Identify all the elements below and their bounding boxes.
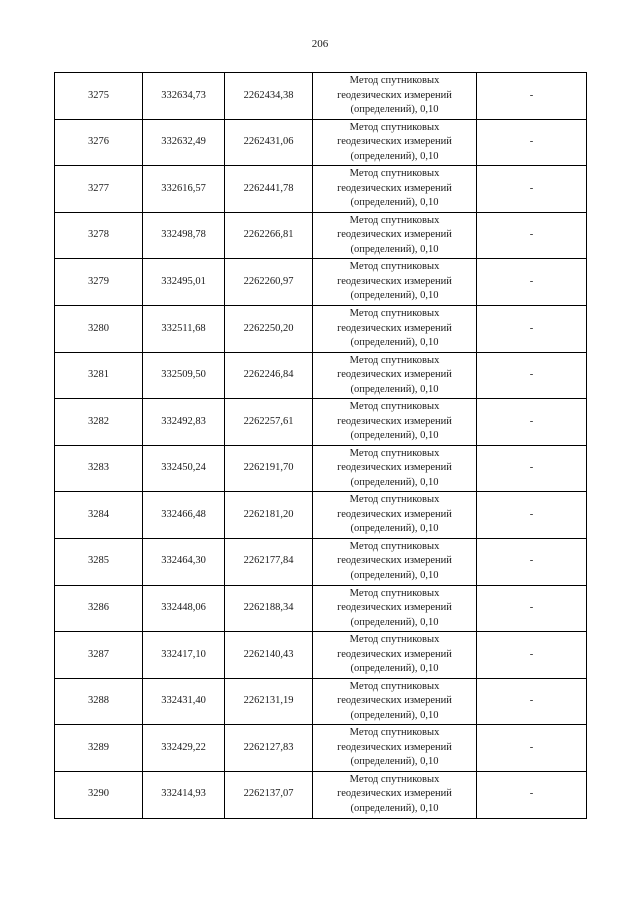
y-coordinate-cell: 2262431,06 (225, 119, 313, 166)
method-line: геодезических измерений (337, 89, 452, 101)
table-row (55, 73, 587, 120)
method-line: геодезических измерений (337, 462, 452, 474)
note-cell: - (477, 259, 587, 306)
method-line: (определений), 0,10 (350, 569, 439, 581)
method-line: (определений), 0,10 (350, 197, 439, 209)
point-number-cell: 3288 (55, 678, 143, 725)
method-cell (313, 771, 477, 818)
table-row (55, 725, 587, 772)
note-cell: - (477, 678, 587, 725)
x-coordinate-cell: 332429,22 (143, 725, 225, 772)
x-coordinate-cell: 332634,73 (143, 73, 225, 120)
method-cell (313, 585, 477, 632)
method-line: (определений), 0,10 (350, 523, 439, 535)
method-line: (определений), 0,10 (350, 383, 439, 395)
x-coordinate-cell: 332632,49 (143, 119, 225, 166)
method-cell (313, 538, 477, 585)
x-coordinate-cell: 332616,57 (143, 166, 225, 213)
method-cell (313, 73, 477, 120)
method-line: Метод спутниковых (349, 308, 440, 320)
note-cell: - (477, 771, 587, 818)
point-number-cell: 3287 (55, 632, 143, 679)
note-cell: - (477, 399, 587, 446)
note-cell: - (477, 352, 587, 399)
point-number-cell: 3283 (55, 445, 143, 492)
point-number-cell: 3277 (55, 166, 143, 213)
method-line: геодезических измерений (337, 182, 452, 194)
note-cell: - (477, 492, 587, 539)
method-line: (определений), 0,10 (350, 709, 439, 721)
table-row (55, 632, 587, 679)
point-number-cell: 3278 (55, 212, 143, 259)
y-coordinate-cell: 2262177,84 (225, 538, 313, 585)
point-number-cell: 3284 (55, 492, 143, 539)
y-coordinate-cell: 2262266,81 (225, 212, 313, 259)
note-cell: - (477, 73, 587, 120)
method-line: (определений), 0,10 (350, 663, 439, 675)
method-line: Метод спутниковых (349, 447, 440, 459)
table-row (55, 305, 587, 352)
method-line: Метод спутниковых (349, 494, 440, 506)
table-row (55, 352, 587, 399)
x-coordinate-cell: 332450,24 (143, 445, 225, 492)
method-line: геодезических измерений (337, 602, 452, 614)
method-line: геодезических измерений (337, 136, 452, 148)
x-coordinate-cell: 332495,01 (143, 259, 225, 306)
x-coordinate-cell: 332509,50 (143, 352, 225, 399)
method-cell (313, 119, 477, 166)
method-cell (313, 725, 477, 772)
method-line: Метод спутниковых (349, 773, 440, 785)
method-line: Метод спутниковых (349, 540, 440, 552)
coordinates-table (54, 72, 587, 819)
table-row (55, 678, 587, 725)
y-coordinate-cell: 2262181,20 (225, 492, 313, 539)
table-row (55, 492, 587, 539)
method-cell (313, 632, 477, 679)
method-line: геодезических измерений (337, 788, 452, 800)
method-line: геодезических измерений (337, 508, 452, 520)
method-line: геодезических измерений (337, 229, 452, 241)
x-coordinate-cell: 332466,48 (143, 492, 225, 539)
method-line: Метод спутниковых (349, 587, 440, 599)
y-coordinate-cell: 2262257,61 (225, 399, 313, 446)
method-cell (313, 678, 477, 725)
note-cell: - (477, 305, 587, 352)
method-line: геодезических измерений (337, 322, 452, 334)
x-coordinate-cell: 332414,93 (143, 771, 225, 818)
method-line: геодезических измерений (337, 415, 452, 427)
point-number-cell: 3285 (55, 538, 143, 585)
method-line: Метод спутниковых (349, 261, 440, 273)
x-coordinate-cell: 332464,30 (143, 538, 225, 585)
method-line: геодезических измерений (337, 555, 452, 567)
x-coordinate-cell: 332511,68 (143, 305, 225, 352)
point-number-cell: 3279 (55, 259, 143, 306)
table-row (55, 259, 587, 306)
method-cell (313, 492, 477, 539)
x-coordinate-cell: 332448,06 (143, 585, 225, 632)
method-cell (313, 166, 477, 213)
table-row (55, 166, 587, 213)
table-row (55, 119, 587, 166)
note-cell: - (477, 445, 587, 492)
y-coordinate-cell: 2262137,07 (225, 771, 313, 818)
note-cell: - (477, 212, 587, 259)
x-coordinate-cell: 332417,10 (143, 632, 225, 679)
y-coordinate-cell: 2262441,78 (225, 166, 313, 213)
point-number-cell: 3281 (55, 352, 143, 399)
x-coordinate-cell: 332492,83 (143, 399, 225, 446)
method-line: геодезических измерений (337, 275, 452, 287)
x-coordinate-cell: 332498,78 (143, 212, 225, 259)
method-line: (определений), 0,10 (350, 802, 439, 814)
point-number-cell: 3289 (55, 725, 143, 772)
method-cell (313, 445, 477, 492)
point-number-cell: 3275 (55, 73, 143, 120)
method-line: (определений), 0,10 (350, 616, 439, 628)
point-number-cell: 3280 (55, 305, 143, 352)
note-cell: - (477, 119, 587, 166)
method-cell (313, 259, 477, 306)
method-line: Метод спутниковых (349, 727, 440, 739)
x-coordinate-cell: 332431,40 (143, 678, 225, 725)
y-coordinate-cell: 2262434,38 (225, 73, 313, 120)
point-number-cell: 3276 (55, 119, 143, 166)
table-row (55, 771, 587, 818)
y-coordinate-cell: 2262140,43 (225, 632, 313, 679)
y-coordinate-cell: 2262260,97 (225, 259, 313, 306)
method-line: Метод спутниковых (349, 401, 440, 413)
page-number: 206 (311, 38, 329, 50)
method-cell (313, 352, 477, 399)
method-line: (определений), 0,10 (350, 243, 439, 255)
table-row (55, 445, 587, 492)
method-line: (определений), 0,10 (350, 476, 439, 488)
note-cell: - (477, 632, 587, 679)
method-line: Метод спутниковых (349, 75, 440, 87)
method-cell (313, 212, 477, 259)
note-cell: - (477, 725, 587, 772)
method-line: геодезических измерений (337, 648, 452, 660)
method-line: геодезических измерений (337, 369, 452, 381)
method-line: (определений), 0,10 (350, 290, 439, 302)
y-coordinate-cell: 2262246,84 (225, 352, 313, 399)
table-row (55, 212, 587, 259)
table-row (55, 399, 587, 446)
method-line: (определений), 0,10 (350, 104, 439, 116)
method-line: геодезических измерений (337, 741, 452, 753)
method-cell (313, 305, 477, 352)
table-row (55, 585, 587, 632)
y-coordinate-cell: 2262188,34 (225, 585, 313, 632)
method-line: (определений), 0,10 (350, 337, 439, 349)
method-line: Метод спутниковых (349, 168, 440, 180)
note-cell: - (477, 166, 587, 213)
coordinates-table-body (55, 73, 587, 819)
table-row (55, 538, 587, 585)
y-coordinate-cell: 2262131,19 (225, 678, 313, 725)
method-line: (определений), 0,10 (350, 756, 439, 768)
point-number-cell: 3282 (55, 399, 143, 446)
method-line: геодезических измерений (337, 695, 452, 707)
point-number-cell: 3290 (55, 771, 143, 818)
method-line: Метод спутниковых (349, 354, 440, 366)
y-coordinate-cell: 2262250,20 (225, 305, 313, 352)
method-line: (определений), 0,10 (350, 430, 439, 442)
method-line: (определений), 0,10 (350, 150, 439, 162)
method-line: Метод спутниковых (349, 214, 440, 226)
method-line: Метод спутниковых (349, 634, 440, 646)
y-coordinate-cell: 2262191,70 (225, 445, 313, 492)
note-cell: - (477, 538, 587, 585)
method-cell (313, 399, 477, 446)
method-line: Метод спутниковых (349, 680, 440, 692)
note-cell: - (477, 585, 587, 632)
point-number-cell: 3286 (55, 585, 143, 632)
method-line: Метод спутниковых (349, 121, 440, 133)
y-coordinate-cell: 2262127,83 (225, 725, 313, 772)
